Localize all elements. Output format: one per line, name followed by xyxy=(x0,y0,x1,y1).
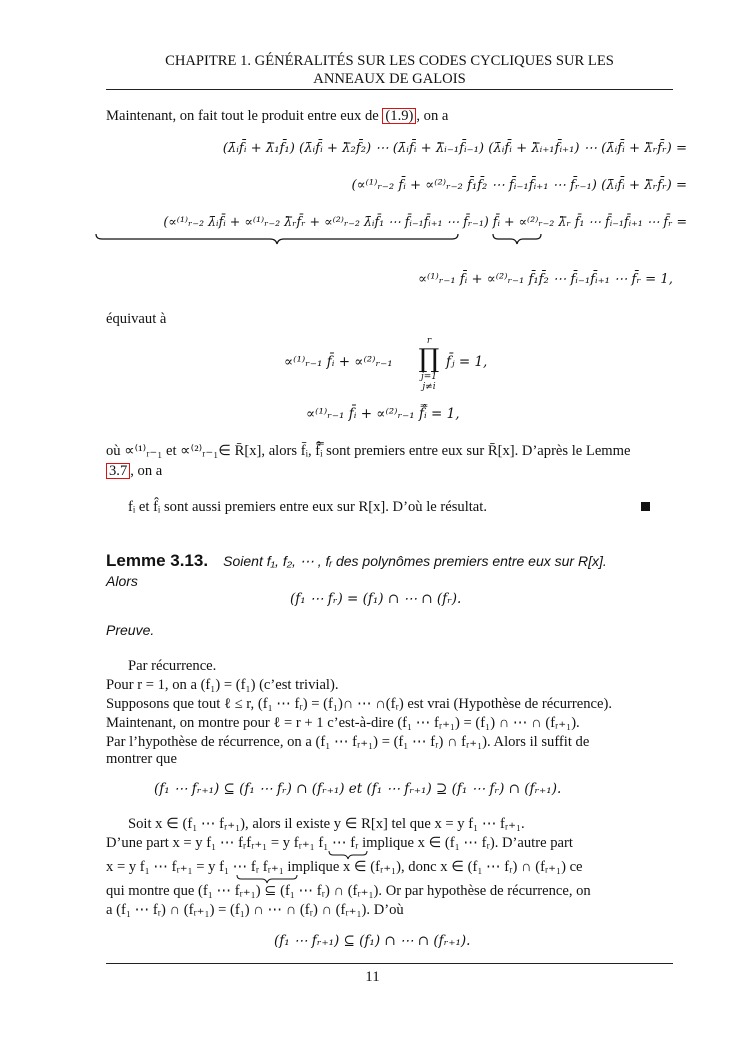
proof-line-10: qui montre que (f₁ ⋯ fᵣ₊₁) ⊆ (f₁ ⋯ fᵣ) ∩ (fᵣ₊₁). Or par hypothèse de récurrence, on xyxy=(106,883,591,899)
underbrace-right xyxy=(491,232,543,246)
lemma-formula: (f₁ ⋯ fᵣ) = (f₁) ∩ ⋯ ∩ (fᵣ). xyxy=(290,591,462,607)
header-line-2: ANNEAUX DE GALOIS xyxy=(313,71,466,87)
product-symbol: ∏ xyxy=(418,344,440,374)
underbrace-left xyxy=(94,232,460,246)
footer-rule xyxy=(106,963,673,964)
equation-line-2: (∝⁽¹⁾ᵣ₋₂ f̄ᵢ + ∝⁽²⁾ᵣ₋₂ f̄₁f̄₂ ⋯ f̄ᵢ₋₁f̄ᵢ₊₁ ⋯ f̄ᵣ₋₁) (λ̄ᵢf̄ᵢ + λ̿ᵣf̄ᵣ) = xyxy=(351,178,687,193)
conclusion-text: fᵢ et f̂ᵢ sont aussi premiers entre eux sur R[x]. D’où le résultat. xyxy=(128,499,487,515)
running-header xyxy=(106,52,673,88)
intro-paragraph xyxy=(106,107,448,126)
equation-line-3: (∝⁽¹⁾ᵣ₋₂ λ̄ᵢf̄ᵢ + ∝⁽¹⁾ᵣ₋₂ λ̿ᵣf̄ᵣ + ∝⁽²⁾ᵣ₋₂ λ̄ᵢf̄₁ ⋯ f̄ᵢ₋₁f̄ᵢ₊₁ ⋯ f̄ᵣ₋₁) f̄ᵢ + ∝⁽²⁾ᵣ₋₂ λ̿ᵣ f̄₁ ⋯ f̄ᵢ₋₁f̄ᵢ₊₁ ⋯ f̄ᵣ = xyxy=(163,214,687,229)
qed-square-icon xyxy=(641,502,650,511)
product-upper-limit: r xyxy=(426,336,432,346)
lemma-alors: Alors xyxy=(106,573,138,589)
proof-line-4: Maintenant, on montre pour ℓ = r + 1 c’est-à-dire (f₁ ⋯ fᵣ₊₁) = (f₁) ∩ ⋯ ∩ (fᵣ₊₁). xyxy=(106,715,580,731)
lemma-statement: Soient f₁, f₂, ⋯ , fᵣ des polynômes premiers entre eux sur R[x]. xyxy=(223,553,607,569)
product-lower-limit-1: j=1 xyxy=(420,372,438,382)
page-number: 11 xyxy=(365,969,380,985)
intro-text-end: , on a xyxy=(416,108,449,124)
equivaut-text: équivaut à xyxy=(106,311,167,327)
intro-text: Maintenant, on fait tout le produit entre eux de xyxy=(106,108,379,124)
where-line: où ∝⁽¹⁾ᵣ₋₁ et ∝⁽²⁾ᵣ₋₁∈ R̄[x], alors f̄ᵢ, f̿̂ᵢ sont premiers entre eux sur R̄[x]. D’après le Lemme xyxy=(106,443,631,459)
inclusion-equation: (f₁ ⋯ fᵣ₊₁) ⊆ (f₁ ⋯ fᵣ) ∩ (fᵣ₊₁) et (f₁ ⋯ fᵣ₊₁) ⊇ (f₁ ⋯ fᵣ) ∩ (fᵣ₊₁). xyxy=(154,781,562,797)
proof-line-5: Par l’hypothèse de récurrence, on a (f₁ ⋯ fᵣ₊₁) = (f₁ ⋯ fᵣ) ∩ fᵣ₊₁). Alors il suffit de xyxy=(106,734,590,750)
product-lower-limit-2: j≠i xyxy=(422,382,436,392)
proof-line-6: montrer que xyxy=(106,751,177,767)
product-equation-right: f̄ⱼ = 1, xyxy=(446,354,488,370)
proof-line-7: Soit x ∈ (f₁ ⋯ fᵣ₊₁), alors il existe y ∈ R[x] tel que x = y f₁ ⋯ fᵣ₊₁. xyxy=(128,816,525,832)
lemma-heading xyxy=(106,551,607,571)
header-line-1: CHAPITRE 1. GÉNÉRALITÉS SUR LES CODES CYCLIQUES SUR LES xyxy=(165,53,614,69)
product-block xyxy=(416,336,442,392)
proof-line-2: Pour r = 1, on a (f₁) = (f₁) (c’est trivial). xyxy=(106,677,339,693)
equation-ref-link[interactable]: (1.9) xyxy=(382,108,416,124)
equation-line-4: ∝⁽¹⁾ᵣ₋₁ f̄ᵢ + ∝⁽²⁾ᵣ₋₁ f̄₁f̄₂ ⋯ f̄ᵢ₋₁f̄ᵢ₊₁ ⋯ f̄ᵣ = 1, xyxy=(418,272,673,287)
final-inclusion: (f₁ ⋯ fᵣ₊₁) ⊆ (f₁) ∩ ⋯ ∩ (fᵣ₊₁). xyxy=(274,933,471,949)
equation-line-1: (λ̄ᵢf̄ᵢ + λ̿₁f̄₁) (λ̄ᵢf̄ᵢ + λ̿₂f̄₂) ⋯ (λ̄ᵢf̄ᵢ + λ̿ᵢ₋₁f̄ᵢ₋₁) (λ̄ᵢf̄ᵢ + λ̿ᵢ₊₁f̄ᵢ₊₁) ⋯ (λ̄ᵢf̄ᵢ + λ̿ᵣf̄ᵣ) = xyxy=(222,141,687,156)
proof-line-1: Par récurrence. xyxy=(128,658,217,674)
proof-line-3: Supposons que tout ℓ ≤ r, (f₁ ⋯ fᵣ) = (f₁)∩ ⋯ ∩(fᵣ) est vrai (Hypothèse de récurrence). xyxy=(106,696,612,712)
proof-title: Preuve. xyxy=(106,622,155,638)
header-rule xyxy=(106,89,673,90)
proof-line-9: x = y f₁ ⋯ fᵣ₊₁ = y f₁ ⋯ fᵣ fᵣ₊₁ implique x ∈ (fᵣ₊₁), donc x ∈ (f₁ ⋯ fᵣ) ∩ (fᵣ₊₁) ce xyxy=(106,859,583,875)
lemma-title: Lemme 3.13. xyxy=(106,551,209,570)
product-equation-left: ∝⁽¹⁾ᵣ₋₁ f̄ᵢ + ∝⁽²⁾ᵣ₋₁ xyxy=(284,354,393,370)
where-line-2 xyxy=(106,462,162,481)
hat-equation: ∝⁽¹⁾ᵣ₋₁ f̄ᵢ + ∝⁽²⁾ᵣ₋₁ f̿̂ᵢ = 1, xyxy=(306,406,460,422)
proof-line-11: a (f₁ ⋯ fᵣ) ∩ (fᵣ₊₁) = (f₁) ∩ ⋯ ∩ (fᵣ) ∩ (fᵣ₊₁). D’où xyxy=(106,902,404,918)
where-after-text: , on a xyxy=(130,463,163,479)
proof-line-8: D’une part x = y f₁ ⋯ fᵣfᵣ₊₁ = y fᵣ₊₁ f₁ ⋯ fᵣ implique x ∈ (f₁ ⋯ fᵣ). D’autre part xyxy=(106,835,573,851)
lemma-ref-link[interactable]: 3.7 xyxy=(106,463,130,479)
